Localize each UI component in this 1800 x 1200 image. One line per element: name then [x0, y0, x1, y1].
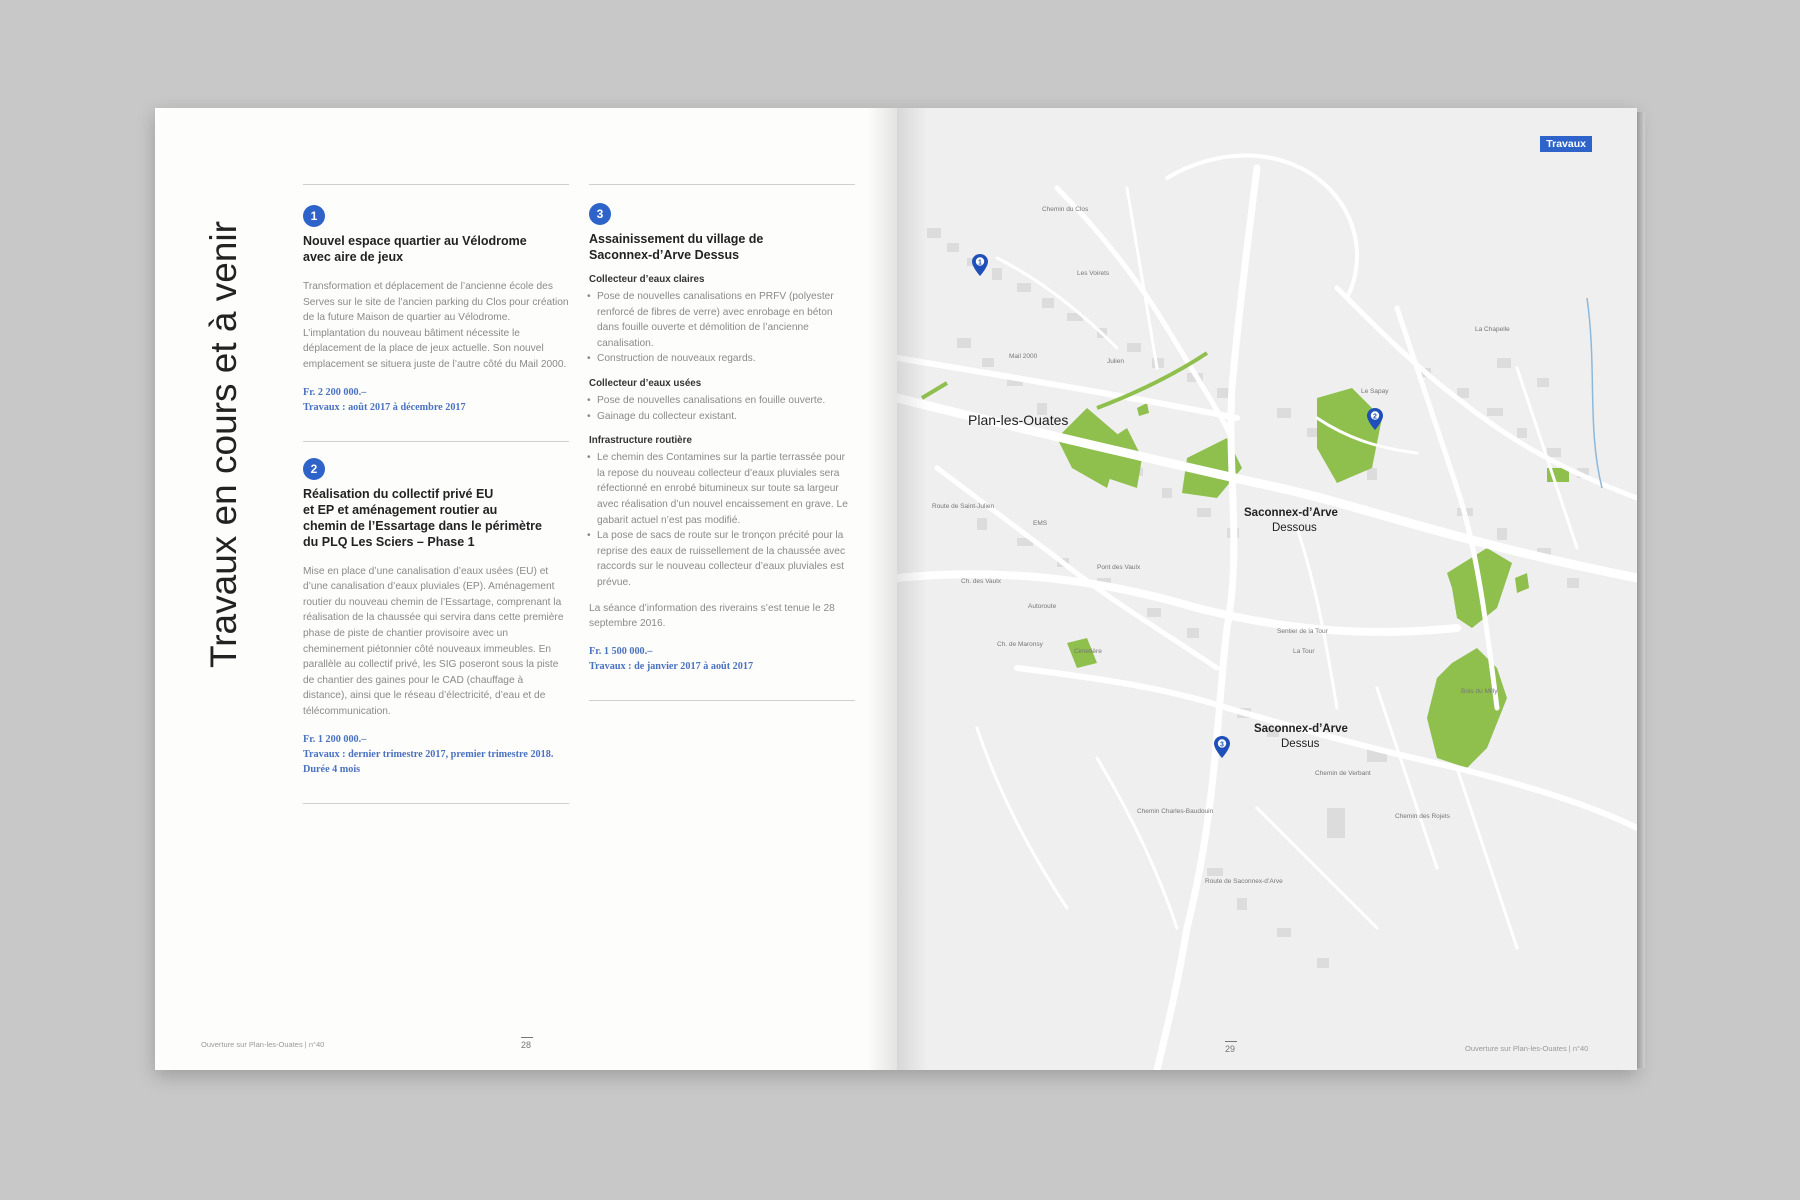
- place-saconnex-dessus-sub: Dessus: [1281, 738, 1320, 750]
- street-label: Route de Saconnex-d’Arve: [1205, 878, 1283, 885]
- bullet-list: [589, 450, 855, 590]
- section-3-title: [589, 231, 855, 263]
- street-label: Sentier de la Tour: [1277, 628, 1328, 635]
- page-number-29: 29: [1225, 1044, 1236, 1054]
- pin-number: 2: [1373, 413, 1377, 421]
- right-page-map: [897, 108, 1637, 1070]
- street-label: Cimetière: [1074, 648, 1102, 655]
- cost-line: Fr. 1 500 000.–: [589, 645, 653, 657]
- street-label: Ch. des Vaulx: [961, 578, 1001, 585]
- section-1: [303, 205, 569, 415]
- street-label: Ch. de Maronsy: [997, 641, 1043, 648]
- street-label: Autoroute: [1028, 603, 1057, 610]
- street-label: Bois du Milly: [1461, 688, 1498, 695]
- number-badge-1: 1: [303, 205, 325, 227]
- list-item: • Pose de nouvelles canalisations en fouille ouverte.: [589, 393, 855, 409]
- street-label: Route de Saint-Julien: [932, 503, 995, 510]
- section-2: [303, 458, 569, 777]
- pin-number: 1: [978, 259, 982, 267]
- section-1-title: [303, 233, 569, 265]
- divider: [303, 441, 569, 442]
- section-2-cost: [303, 732, 569, 777]
- section-1-cost: [303, 385, 569, 415]
- place-plan-les-ouates: Plan-les-Ouates: [968, 412, 1069, 428]
- travaux-tag: Travaux: [1540, 136, 1592, 152]
- column-left: [303, 184, 569, 804]
- subsection-heading: Collecteur d’eaux claires: [589, 274, 705, 285]
- street-label: La Tour: [1293, 648, 1315, 655]
- list-item: • Gainage du collecteur existant.: [589, 409, 855, 425]
- list-item: • La pose de sacs de route sur le tronçon précité pour la reprise des eaux de ruissellement de la chaussée avec raccords sur le nouveau collecteur d’eaux pluviales est prévue.: [589, 528, 855, 590]
- column-right: [589, 184, 855, 701]
- section-3-cost: [589, 644, 855, 674]
- street-label: Chemin de Verbant: [1315, 770, 1371, 777]
- title-line: Assainissement du village de: [589, 232, 764, 246]
- street-label: Chemin des Rojets: [1395, 813, 1450, 820]
- section-2-title: [303, 486, 569, 550]
- title-line: chemin de l’Essartage dans le périmètre: [303, 518, 542, 533]
- street-label: Pont des Vaulx: [1097, 564, 1141, 571]
- map-graphic: [897, 108, 1637, 1070]
- map-pin-1[interactable]: [972, 254, 988, 276]
- title-line: avec aire de jeux: [303, 250, 404, 264]
- street-label: Mail 2000: [1009, 353, 1038, 360]
- subsection-heading: Infrastructure routière: [589, 435, 692, 447]
- left-page: [155, 108, 897, 1070]
- bullet-list: [589, 289, 855, 367]
- cost-line: Travaux : août 2017 à décembre 2017: [303, 401, 466, 413]
- title-line: et EP et aménagement routier au: [303, 502, 498, 517]
- page-number-28: 28: [521, 1040, 532, 1050]
- cost-line: Fr. 2 200 000.–: [303, 386, 367, 398]
- divider: [589, 700, 855, 701]
- street-label: EMS: [1033, 520, 1048, 527]
- title-line: Saconnex-d’Arve Dessus: [589, 248, 740, 262]
- bullet-list: [589, 393, 855, 424]
- brochure-spread: [155, 108, 1637, 1070]
- street-label: Chemin du Clos: [1042, 206, 1089, 213]
- section-2-body: Mise en place d’une canalisation d’eaux usées (EU) et d’une canalisation d’eaux pluviales (EP). Aménagement routier du nouveau chemin de l’Essartage, comprenant la réalisation de la chaussée qui servira dans cette première phase de piste de chantier provisoire avec un cheminement piétonnier côté nouveaux immeubles. En parallèle au collectif privé, les SIG poseront sous la piste de chantier des gaines pour le CAD (chauffage à distance), ainsi que le réseau d’électricité, d’eau et de télécommunication.: [303, 565, 564, 717]
- list-item: • Le chemin des Contamines sur la partie terrassée pour la repose du nouveau collecteur d’eaux pluviales sera réfectionné en enrobé bitumineux sur toute sa largeur avec réalisation d’un nouvel encaissement en grave. Le gabarit actuel n’est pas modifié.: [589, 450, 855, 528]
- vertical-title: Travaux en cours et à venir: [203, 221, 244, 668]
- list-item: • Construction de nouveaux regards.: [589, 351, 855, 367]
- left-footer: Ouverture sur Plan-les-Ouates | n°40: [201, 1040, 325, 1049]
- section-3: [589, 203, 855, 674]
- page-edge: [1637, 112, 1645, 1068]
- list-item: • Pose de nouvelles canalisations en PRFV (polyester renforcé de fibres de verre) avec enrobage en béton dans fouille ouverte et démolition de l’ancienne canalisation.: [589, 289, 855, 351]
- street-label: Les Voirets: [1077, 270, 1110, 277]
- title-line: Réalisation du collectif privé EU: [303, 486, 494, 501]
- cost-line: Fr. 1 200 000.–: [303, 733, 367, 745]
- cost-line: Travaux : de janvier 2017 à août 2017: [589, 660, 754, 672]
- number-badge-2: 2: [303, 458, 325, 480]
- street-label: La Chapelle: [1475, 326, 1510, 333]
- title-line: Nouvel espace quartier au Vélodrome: [303, 234, 527, 248]
- map-pin-3[interactable]: [1214, 736, 1230, 758]
- cost-line: Travaux : dernier trimestre 2017, premier trimestre 2018.: [303, 748, 554, 760]
- street-label: Le Sapay: [1361, 388, 1389, 395]
- number-badge-3: 3: [589, 203, 611, 225]
- cost-line: Durée 4 mois: [303, 763, 361, 775]
- subsection-heading: Collecteur d’eaux usées: [589, 377, 702, 389]
- place-saconnex-dessus: Saconnex-d’Arve: [1254, 723, 1348, 735]
- place-saconnex-dessous: Saconnex-d’Arve: [1244, 507, 1338, 519]
- pin-number: 3: [1220, 741, 1224, 749]
- divider: [589, 184, 855, 185]
- title-line: du PLQ Les Sciers – Phase 1: [303, 534, 475, 549]
- map-pin-2[interactable]: [1367, 408, 1383, 430]
- place-saconnex-dessous-sub: Dessous: [1272, 522, 1317, 534]
- divider: [303, 184, 569, 185]
- right-footer: Ouverture sur Plan-les-Ouates | n°40: [1465, 1044, 1589, 1053]
- divider: [303, 803, 569, 804]
- street-label: Julien: [1107, 358, 1124, 365]
- section-3-note: La séance d’information des riverains s’est tenue le 28 septembre 2016.: [589, 602, 835, 630]
- street-label: Chemin Charles-Baudouin: [1137, 808, 1214, 815]
- section-1-body: Transformation et déplacement de l’ancienne école des Serves sur le site de l’ancien parking du Clos pour création de la future Maison de quartier au Vélodrome. L’implantation du nouveau bâtiment nécessite le déplacement de la place de jeux actuelle. Son nouvel emplacement se situera juste de l’autre côté du Mail 2000.: [303, 281, 569, 370]
